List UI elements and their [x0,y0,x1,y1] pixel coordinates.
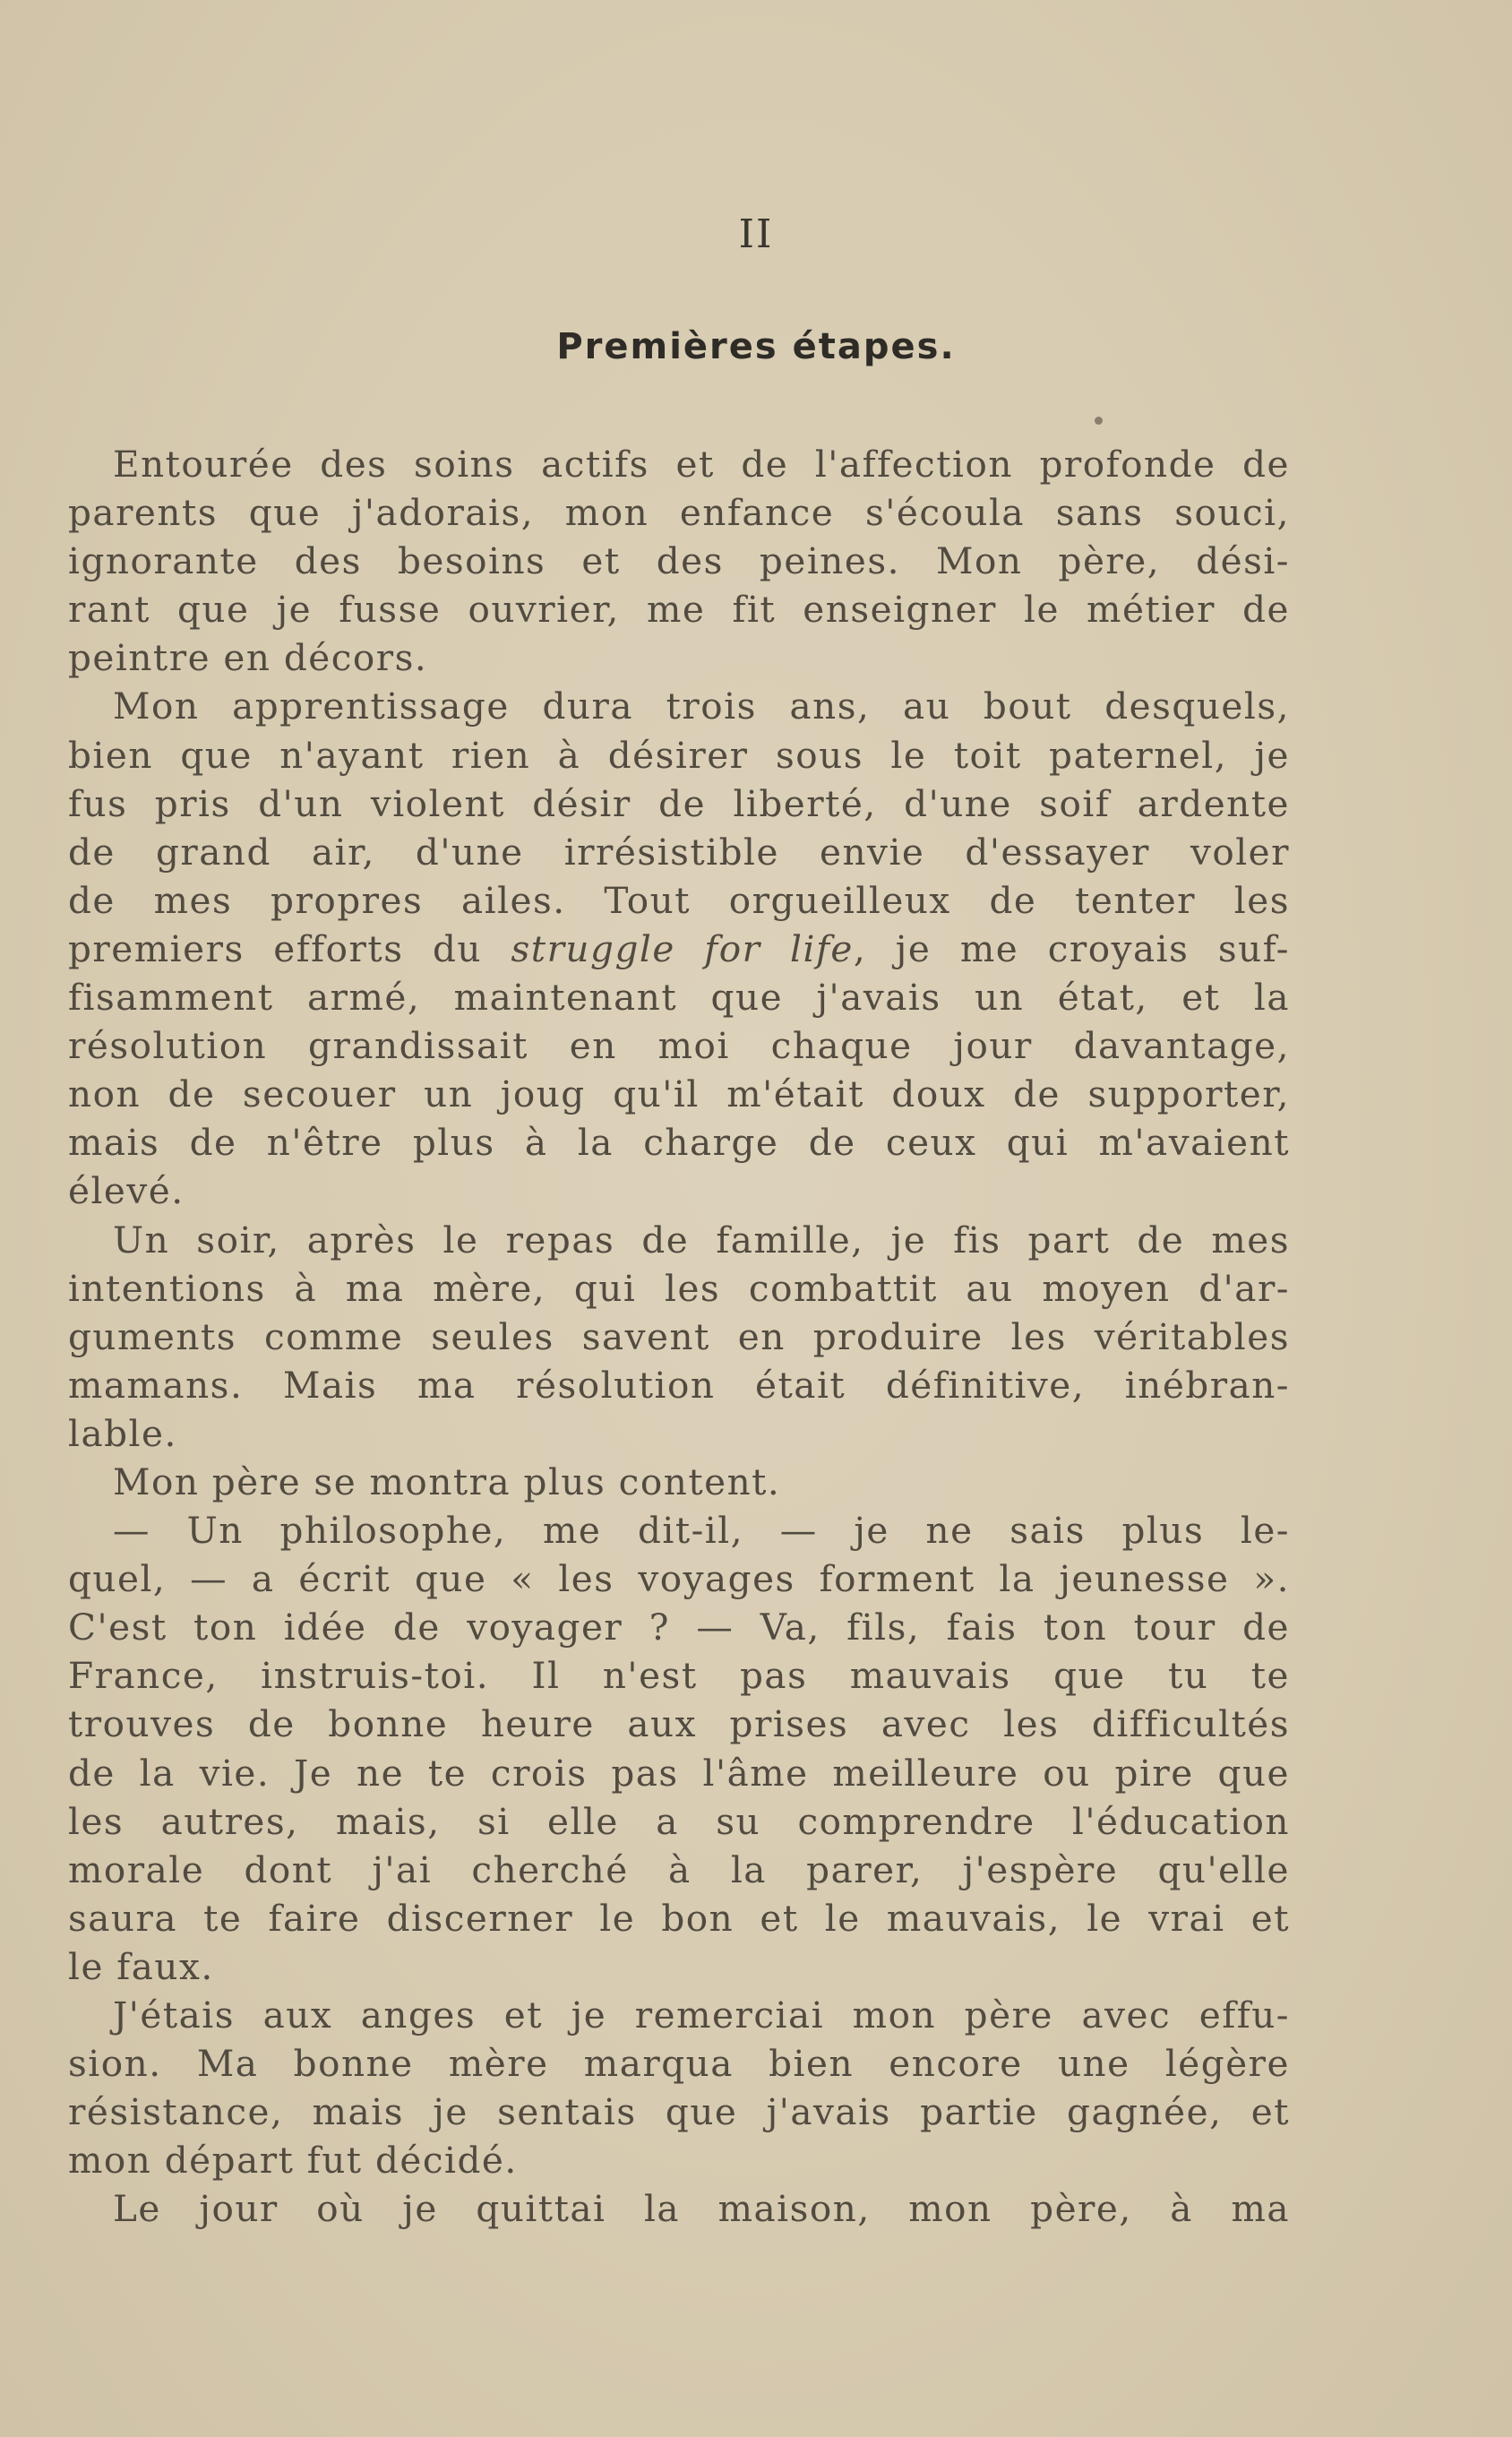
text-line: fisamment armé, maintenant que j'avais un état, et la [68,976,1290,1020]
text-line: résolution grandissait en moi chaque jour davantage, [68,1024,1290,1068]
text-line: ignorante des besoins et des peines. Mon père, dési- [68,539,1290,583]
text-line: peintre en décors. [68,636,428,680]
text-line: parents que j'adorais, mon enfance s'écoula sans souci, [68,491,1290,535]
text-line: bien que n'ayant rien à désirer sous le toit paternel, je [68,733,1290,777]
text-line: — Un philosophe, me dit-il, — je ne sais plus le- [113,1509,1290,1553]
text-line: J'étais aux anges et je remerciai mon père avec effu- [113,1994,1290,2037]
text-line: mais de n'être plus à la charge de ceux qui m'avaient [68,1121,1290,1165]
text-line: quel, — a écrit que « les voyages forment la jeunesse ». [68,1557,1290,1601]
text-line: saura te faire discerner le bon et le mauvais, le vrai et [68,1896,1290,1940]
text-line: intentions à ma mère, qui les combattit au moyen d'ar- [68,1266,1290,1310]
text-line: résistance, mais je sentais que j'avais partie gagnée, et [68,2090,1290,2134]
chapter-title: Premières étapes. [556,326,956,367]
text-fragment: , je me croyais suf- [853,926,1290,970]
chapter-number: II [738,211,774,257]
text-line: mamans. Mais ma résolution était définitive, inébran- [68,1363,1290,1407]
text-line-emphasis [68,925,1290,973]
text-line: rant que je fusse ouvrier, me fit enseigner le métier de [68,588,1290,632]
text-line: de grand air, d'une irrésistible envie d'essayer voler [68,830,1290,874]
text-line: Entourée des soins actifs et de l'affection profonde de [113,443,1290,486]
chapter-body [68,440,1290,2233]
text-line: Le jour où je quittai la maison, mon père, à ma [113,2187,1290,2231]
text-line: morale dont j'ai cherché à la parer, j'espère qu'elle [68,1847,1290,1891]
text-line: France, instruis-toi. Il n'est pas mauvais que tu te [68,1654,1290,1698]
text-line: trouves de bonne heure aux prises avec les difficultés [68,1702,1290,1746]
ink-dot [1095,417,1103,425]
text-line: non de secouer un joug qu'il m'était doux de supporter, [68,1072,1290,1116]
text-line: sion. Ma bonne mère marqua bien encore une légère [68,2042,1290,2086]
text-line: les autres, mais, si elle a su comprendre l'éducation [68,1799,1290,1843]
text-line: le faux. [68,1944,214,1988]
text-line: Un soir, après le repas de famille, je fis part de mes [113,1218,1290,1262]
text-line: mon départ fut décidé. [68,2139,518,2183]
text-line: Mon père se montra plus content. [113,1460,781,1503]
text-line: élevé. [68,1169,185,1213]
text-line: lable. [68,1411,177,1455]
text-fragment: premiers efforts du [68,926,511,970]
text-line: C'est ton idée de voyager ? — Va, fils, fais ton tour de [68,1606,1290,1649]
text-line: de mes propres ailes. Tout orgueilleux de tenter les [68,878,1290,922]
italic-phrase: struggle for life [511,926,854,970]
text-line: guments comme seules savent en produire les véritables [68,1314,1290,1358]
text-line: Mon apprentissage dura trois ans, au bout desquels, [113,685,1290,728]
text-line: de la vie. Je ne te crois pas l'âme meilleure ou pire que [68,1751,1290,1795]
text-line: fus pris d'un violent désir de liberté, d'une soif ardente [68,781,1290,825]
